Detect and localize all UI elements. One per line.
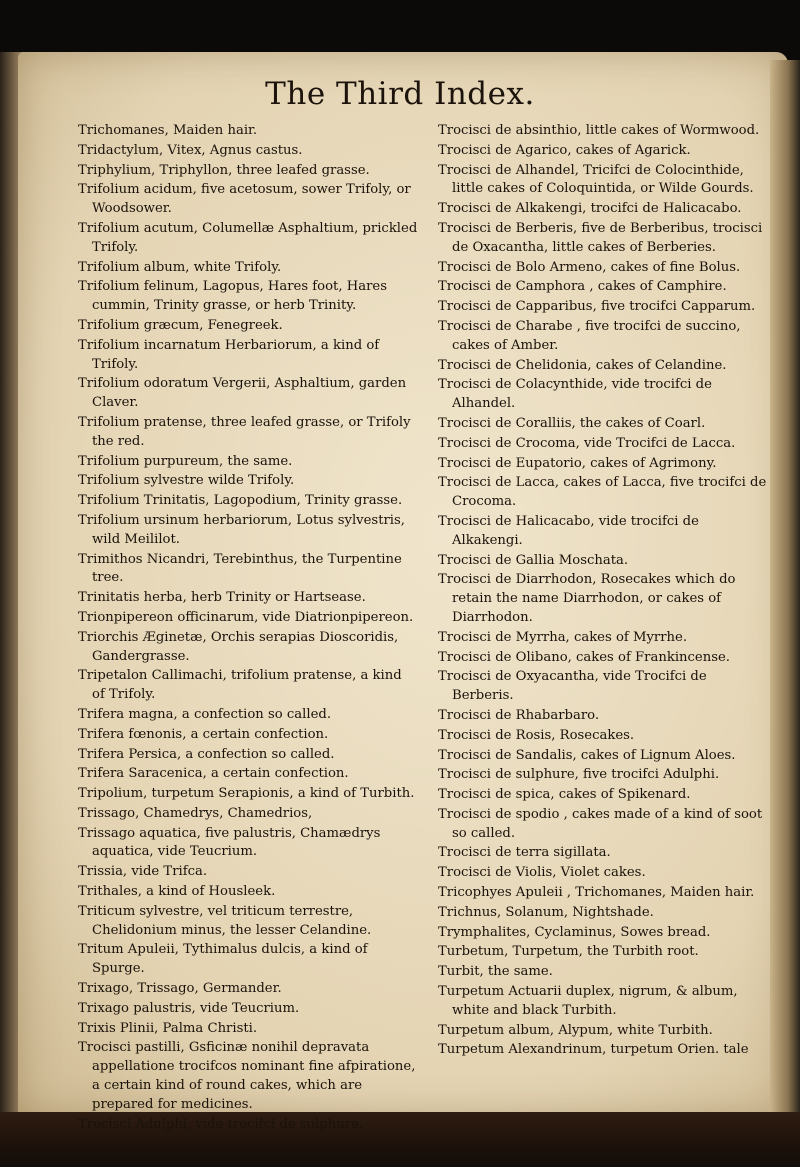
index-entry: Trissago, Chamedrys, Chamedrios, [78,805,313,821]
index-entry: Trifolium sylvestre wilde Trifoly. [78,473,295,489]
index-entry: Tridactylum, Vitex, Agnus castus. [78,142,303,158]
index-entry: Trifolium incarnatum Herbariorum, a kind of Trifoly. [78,337,380,372]
page-edge [770,60,800,1120]
index-entry: Turpetum album, Alypum, white Turbith. [438,1022,713,1038]
index-entry: Trifera fœnonis, a certain confection. [78,726,329,742]
index-entry: Trocisci de Rhabarbaro. [438,707,600,723]
right-column [438,122,768,1061]
index-entry: Trocisci de Eupatorio, cakes of Agrimony. [438,455,717,471]
index-entry: Trymphalites, Cyclaminus, Sowes bread. [438,924,711,940]
index-entry: Trifera magna, a confection so called. [78,706,332,722]
index-entry: Trichomanes, Maiden hair. [78,123,258,138]
index-entry: Trocisci de Diarrhodon, Rosecakes which do retain the name Diarrhodon, or cakes of Diarrhodon. [438,572,736,625]
index-entry: Trixago, Trissago, Germander. [78,981,282,997]
index-entry: Trocisci de Bolo Armeno, cakes of fine Bolus. [438,259,741,275]
index-entry: Trixis Plinii, Palma Christi. [78,1020,258,1036]
index-entry: Tripolium, turpetum Serapionis, a kind of Turbith. [78,786,415,802]
index-entry: Trocisci de spodio , cakes made of a kind of soot so called. [438,806,763,841]
index-entry: Trocisci de sulphure, five trocifci Adulphi. [438,767,720,783]
index-entry: Trifolium acutum, Columellæ Asphaltium, prickled Trifoly. [78,220,418,255]
index-entry: Trinitatis herba, herb Trinity or Hartsease. [78,590,366,606]
index-entry: Trifolium acidum, five acetosum, sower Trifoly, or Woodsower. [78,182,411,217]
index-entry: Trocisci de Charabe , five trocifci de succino, cakes of Amber. [438,318,741,353]
page-title: The Third Index. [265,76,535,112]
index-entry: Trocisci de Agarico, cakes of Agarick. [438,142,691,158]
index-entry: Trifolium pratense, three leafed grasse, or Trifoly the red. [78,414,411,449]
index-entry: Tritum Apuleii, Tythimalus dulcis, a kind of Spurge. [78,942,368,977]
index-entry: Trocisci de Alkakengi, trocifci de Halicacabo. [438,201,742,217]
index-entry: Trocisci de Violis, Violet cakes. [438,865,646,881]
index-entry: Trocisci de Gallia Moschata. [438,552,629,568]
index-entry: Triticum sylvestre, vel triticum terrestre, Chelidonium minus, the lesser Celandine. [78,903,372,938]
index-entry: Trocisci de Olibano, cakes of Frankincense. [438,649,730,665]
index-entry: Turbit, the same. [438,964,553,980]
index-entry: Trithales, a kind of Housleek. [78,884,276,900]
index-entry: Tricophyes Apuleii , Trichomanes, Maiden hair. [438,885,755,901]
index-entry: Triorchis Æginetæ, Orchis serapias Dioscoridis, Gandergrasse. [78,629,399,664]
index-entry: Triphylium, Triphyllon, three leafed grasse. [78,162,370,178]
index-entry: Trocisci de Coralliis, the cakes of Coarl. [438,415,706,431]
index-entry: Trocisci de Lacca, cakes of Lacca, five trocifci de Crocoma. [438,475,767,510]
index-entry: Trifera Saracenica, a certain confection. [78,766,349,782]
index-entry: Trocisci de Rosis, Rosecakes. [438,727,635,743]
index-entry: Turbetum, Turpetum, the Turbith root. [438,944,699,960]
index-entry: Trocisci pastilli, Gsficinæ nonihil depravata appellatione trocifcos nominant fine afpiratione, a certain kind of round cakes, which are prepared for medicines. [78,1040,416,1112]
index-entry: Trissia, vide Trifca. [78,864,208,880]
index-entry: Trocisci de Chelidonia, cakes of Celandine. [438,357,727,373]
index-entry: Trifolium felinum, Lagopus, Hares foot, Hares cummin, Trinity grasse, or herb Trinity. [78,279,387,314]
index-entry: Trifolium Trinitatis, Lagopodium, Trinity grasse. [78,493,403,509]
index-entry: Trifolium ursinum herbariorum, Lotus sylvestris, wild Meililot. [78,512,405,547]
index-entry: Trionpipereon officinarum, vide Diatrionpipereon. [78,609,414,625]
index-entry: Turpetum Alexandrinum, turpetum Orien. tale [438,1042,749,1058]
index-entry: Trixago palustris, vide Teucrium. [78,1000,300,1016]
index-entry: Trissago aquatica, five palustris, Chamædrys aquatica, vide Teucrium. [78,825,381,860]
index-entry: Trocisci de Camphora , cakes of Camphire. [438,279,727,295]
index-entry: Trifolium odoratum Vergerii, Asphaltium, garden Claver. [78,376,407,411]
index-entry: Trocisci de Berberis, five de Berberibus, trocisci de Oxacantha, little cakes of Berberies. [438,220,763,255]
index-entry: Trifera Persica, a confection so called. [78,746,335,762]
index-entry: Tripetalon Callimachi, trifolium pratense, a kind of Trifoly. [78,668,402,703]
index-entry: Trimithos Nicandri, Terebinthus, the Turpentine tree. [78,551,402,586]
index-entry: Trocisci de Oxyacantha, vide Trocifci de Berberis. [438,669,707,704]
index-entry: Trocisci de Capparibus, five trocifci Capparum. [438,299,756,315]
index-entry: Trocisci de Colacynthide, vide trocifci de Alhandel. [438,377,712,412]
index-entry: Trifolium græcum, Fenegreek. [78,317,283,333]
index-entry: Trocisci de terra sigillata. [438,845,611,861]
index-entry: Trocisci de Sandalis, cakes of Lignum Aloes. [438,747,736,763]
index-entry: Trocisci Adulphi, vide trocifci de sulphure. [78,1116,363,1132]
index-entry: Trocisci de Alhandel, Tricifci de Colocinthide, little cakes of Coloquintida, or Wilde Gourds. [438,162,754,197]
index-entry: Trocisci de Myrrha, cakes of Myrrhe. [438,629,688,645]
index-entry: Trichnus, Solanum, Nightshade. [438,904,654,920]
index-entry: Trifolium album, white Trifoly. [78,259,282,275]
index-entry: Trifolium purpureum, the same. [78,453,293,469]
index-entry: Turpetum Actuarii duplex, nigrum, & album, white and black Turbith. [438,984,738,1018]
index-entry: Trocisci de spica, cakes of Spikenard. [438,787,691,803]
index-entry: Trocisci de Crocoma, vide Trocifci de Lacca. [438,435,736,451]
index-entry: Trocisci de absinthio, little cakes of Wormwood. [438,123,760,138]
left-column [78,122,418,1135]
index-entry: Trocisci de Halicacabo, vide trocifci de Alkakengi. [438,513,699,548]
